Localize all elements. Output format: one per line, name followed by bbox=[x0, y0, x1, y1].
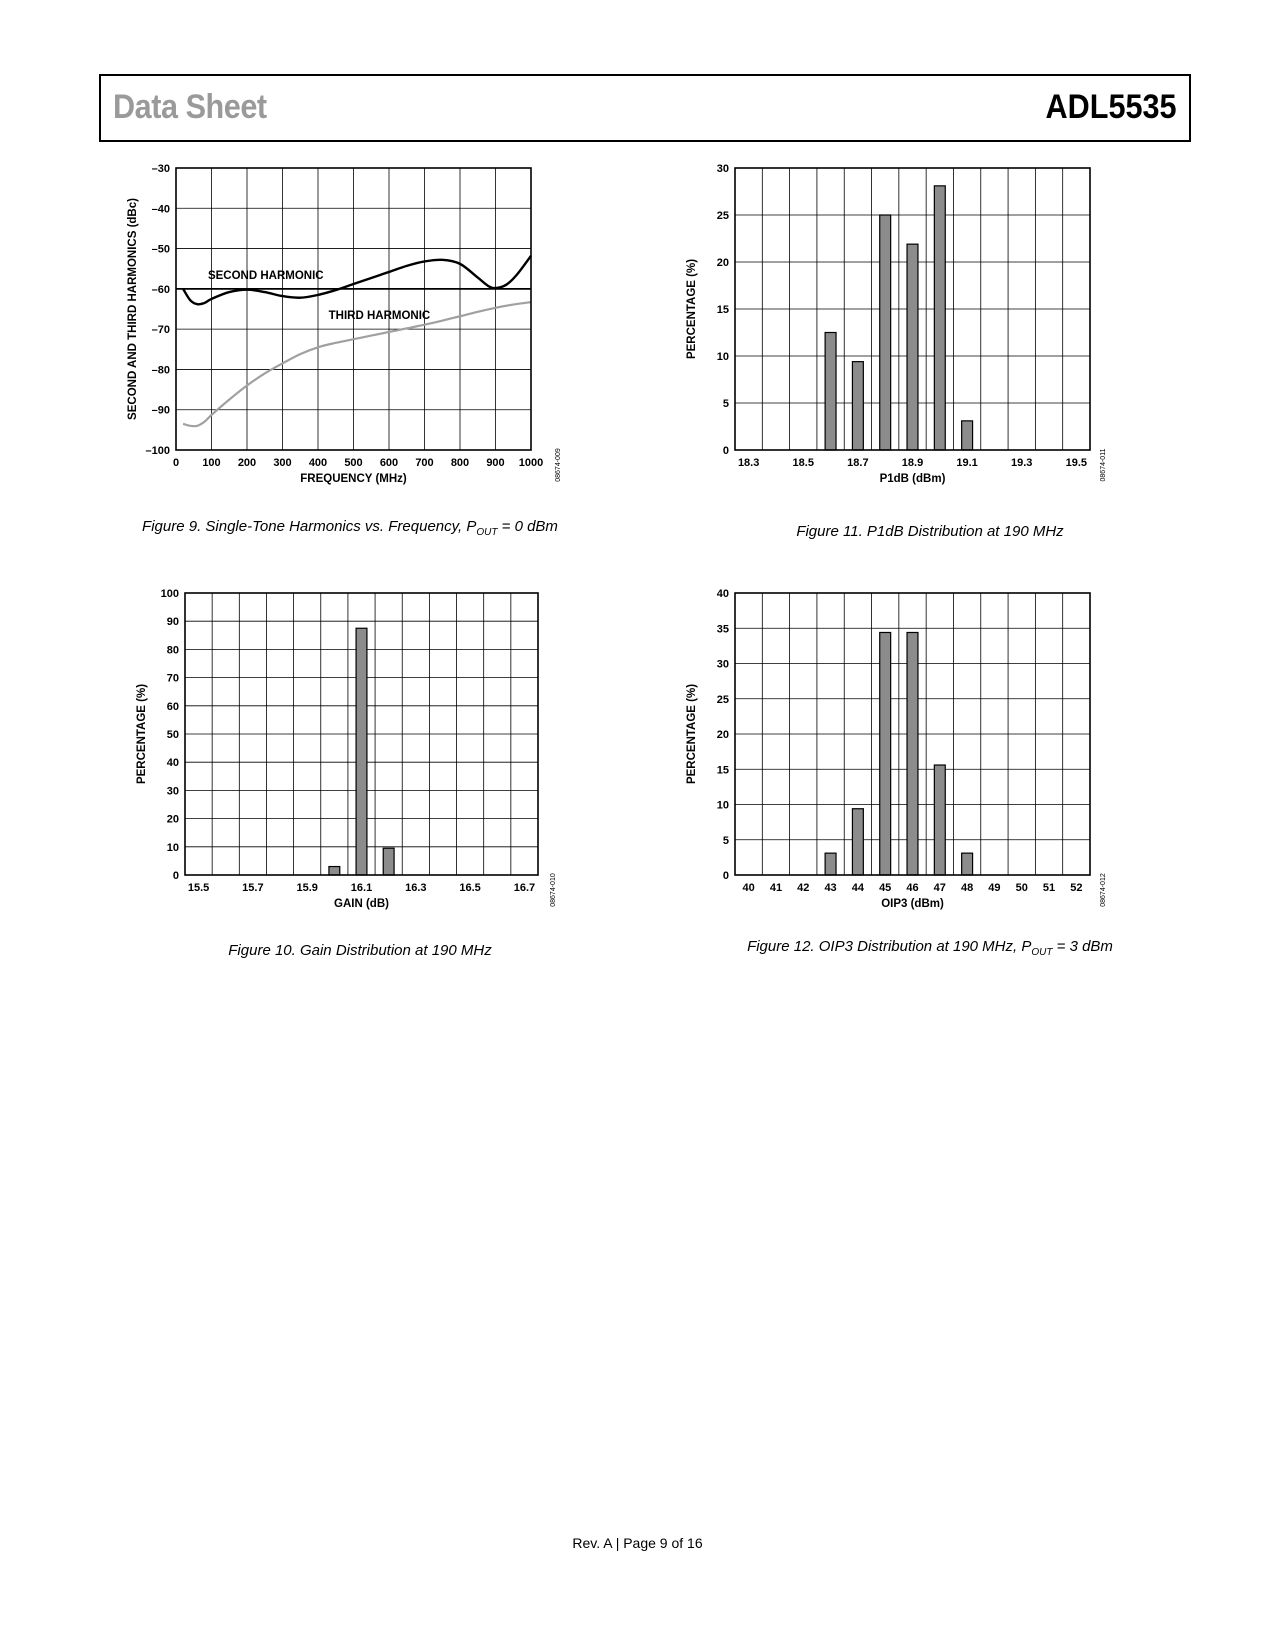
x-tick-label: 50 bbox=[1015, 882, 1028, 894]
bar bbox=[962, 853, 973, 875]
y-tick-label: –30 bbox=[151, 163, 170, 175]
figure-code: 08674-009 bbox=[555, 448, 562, 482]
x-tick-label: 51 bbox=[1042, 882, 1056, 894]
y-tick-label: 30 bbox=[166, 785, 179, 798]
x-tick-label: 45 bbox=[879, 882, 892, 894]
chart-gain-distribution bbox=[130, 585, 600, 940]
y-tick-label: 10 bbox=[166, 841, 179, 854]
x-tick-label: 16.7 bbox=[513, 882, 536, 894]
caption-fig9-main: Figure 9. Single-Tone Harmonics vs. Frequency, P bbox=[142, 518, 477, 535]
x-tick-label: 18.3 bbox=[737, 457, 760, 469]
y-tick-label: 15 bbox=[716, 764, 729, 777]
y-tick-label: 25 bbox=[716, 693, 729, 706]
y-tick-label: 30 bbox=[716, 163, 729, 175]
x-tick-label: 48 bbox=[960, 882, 974, 894]
bar bbox=[852, 809, 863, 875]
bar bbox=[852, 362, 863, 450]
bar bbox=[329, 867, 340, 875]
page-footer: Rev. A | Page 9 of 16 bbox=[572, 1535, 703, 1551]
bar bbox=[825, 853, 836, 875]
x-axis-title: OIP3 (dBm) bbox=[881, 898, 944, 910]
y-tick-label: 40 bbox=[716, 588, 729, 600]
caption-fig10-main: Figure 10. Gain Distribution at 190 MHz bbox=[228, 942, 492, 959]
page-header bbox=[99, 74, 1191, 142]
bar bbox=[383, 848, 394, 875]
y-tick-label: –40 bbox=[151, 203, 170, 216]
header-part-number: ADL5535 bbox=[1046, 88, 1177, 126]
bar bbox=[934, 765, 945, 875]
x-tick-label: 19.1 bbox=[956, 457, 978, 469]
x-tick-label: 18.5 bbox=[792, 457, 814, 469]
caption-fig12-sub: OUT bbox=[1031, 947, 1053, 958]
y-tick-label: 15 bbox=[716, 304, 729, 316]
x-tick-label: 19.5 bbox=[1065, 457, 1088, 469]
y-tick-label: 10 bbox=[716, 799, 729, 812]
y-tick-label: 0 bbox=[722, 870, 729, 882]
y-tick-label: 0 bbox=[172, 870, 179, 882]
x-tick-label: 52 bbox=[1070, 882, 1083, 894]
bar bbox=[934, 186, 945, 450]
annotation-second-harmonic: SECOND HARMONIC bbox=[207, 269, 324, 282]
x-axis-title: P1dB (dBm) bbox=[879, 473, 946, 485]
x-tick-label: 16.1 bbox=[350, 882, 373, 894]
figure-code: 08674-012 bbox=[1100, 873, 1107, 907]
y-tick-label: 100 bbox=[160, 588, 179, 600]
x-tick-label: 15.7 bbox=[242, 882, 264, 894]
y-tick-label: 5 bbox=[722, 834, 729, 847]
x-tick-label: 600 bbox=[379, 457, 399, 469]
x-tick-label: 40 bbox=[742, 882, 755, 894]
x-tick-label: 41 bbox=[769, 882, 783, 894]
bar bbox=[880, 215, 891, 450]
annotation-third-harmonic: THIRD HARMONIC bbox=[328, 310, 431, 323]
bar bbox=[356, 628, 367, 875]
caption-fig9 bbox=[140, 518, 560, 538]
y-tick-label: 90 bbox=[166, 616, 179, 629]
x-tick-label: 18.7 bbox=[847, 457, 869, 469]
x-tick-label: 15.9 bbox=[296, 882, 318, 894]
bar bbox=[907, 632, 918, 875]
x-axis-title: GAIN (dB) bbox=[334, 898, 389, 910]
x-tick-label: 300 bbox=[273, 457, 292, 469]
y-axis-title: PERCENTAGE (%) bbox=[686, 258, 698, 360]
y-tick-label: 5 bbox=[722, 398, 729, 410]
chart-harmonics-vs-frequency bbox=[120, 160, 600, 510]
y-tick-label: 20 bbox=[166, 813, 179, 826]
x-axis-title: FREQUENCY (MHz) bbox=[300, 473, 407, 485]
y-tick-label: 35 bbox=[716, 623, 729, 636]
x-tick-label: 0 bbox=[172, 457, 180, 469]
y-tick-label: 40 bbox=[166, 757, 179, 770]
y-tick-label: 20 bbox=[716, 257, 729, 269]
y-tick-label: 0 bbox=[722, 445, 729, 457]
caption-fig10 bbox=[160, 942, 560, 959]
x-tick-label: 16.5 bbox=[459, 882, 481, 894]
x-tick-label: 47 bbox=[933, 882, 946, 894]
y-tick-label: 50 bbox=[166, 729, 179, 741]
x-tick-label: 900 bbox=[486, 457, 505, 469]
y-axis-title: PERCENTAGE (%) bbox=[136, 683, 148, 785]
y-tick-label: 60 bbox=[166, 700, 179, 713]
y-tick-label: –50 bbox=[151, 243, 170, 256]
caption-fig11-main: Figure 11. P1dB Distribution at 190 MHz bbox=[796, 523, 1064, 540]
y-tick-label: –70 bbox=[151, 324, 170, 337]
header-section-title: Data Sheet bbox=[113, 88, 267, 126]
x-tick-label: 100 bbox=[202, 457, 221, 469]
x-tick-label: 700 bbox=[415, 457, 434, 469]
y-axis-title: SECOND AND THIRD HARMONICS (dBc) bbox=[127, 198, 139, 420]
x-tick-label: 43 bbox=[824, 882, 837, 894]
caption-fig12 bbox=[720, 938, 1140, 958]
y-tick-label: –60 bbox=[151, 283, 170, 296]
figure-code: 08674-011 bbox=[1100, 448, 1107, 482]
y-tick-label: –100 bbox=[145, 445, 170, 457]
bar bbox=[880, 632, 891, 875]
chart-oip3-distribution bbox=[686, 585, 1170, 940]
x-tick-label: 200 bbox=[237, 457, 257, 469]
y-tick-label: 20 bbox=[716, 729, 729, 741]
x-tick-label: 400 bbox=[308, 457, 328, 469]
y-tick-label: 70 bbox=[166, 672, 179, 685]
chart-p1db-distribution bbox=[686, 160, 1170, 515]
caption-fig9-tail: = 0 dBm bbox=[497, 518, 558, 535]
x-tick-label: 16.3 bbox=[405, 882, 427, 894]
x-tick-label: 500 bbox=[344, 457, 363, 469]
x-tick-label: 46 bbox=[906, 882, 919, 894]
x-tick-label: 1000 bbox=[518, 457, 544, 469]
bar bbox=[907, 244, 918, 450]
figure-code: 08674-010 bbox=[550, 873, 557, 907]
x-tick-label: 49 bbox=[988, 882, 1001, 894]
y-axis-title: PERCENTAGE (%) bbox=[686, 683, 698, 785]
caption-fig12-main: Figure 12. OIP3 Distribution at 190 MHz, P bbox=[747, 938, 1032, 955]
caption-fig9-sub: OUT bbox=[476, 527, 498, 538]
y-tick-label: 80 bbox=[166, 644, 179, 657]
bar bbox=[962, 421, 973, 450]
y-tick-label: 10 bbox=[716, 351, 729, 363]
bar bbox=[825, 333, 836, 451]
x-tick-label: 42 bbox=[797, 882, 810, 894]
x-tick-label: 800 bbox=[450, 457, 470, 469]
y-tick-label: 30 bbox=[716, 658, 729, 671]
y-tick-label: 25 bbox=[716, 210, 729, 222]
x-tick-label: 15.5 bbox=[187, 882, 210, 894]
y-tick-label: –90 bbox=[151, 404, 170, 417]
caption-fig11 bbox=[740, 523, 1120, 540]
x-tick-label: 19.3 bbox=[1011, 457, 1033, 469]
x-tick-label: 44 bbox=[851, 882, 865, 894]
caption-fig12-tail: = 3 dBm bbox=[1052, 938, 1113, 955]
x-tick-label: 18.9 bbox=[901, 457, 924, 469]
y-tick-label: –80 bbox=[151, 364, 170, 377]
